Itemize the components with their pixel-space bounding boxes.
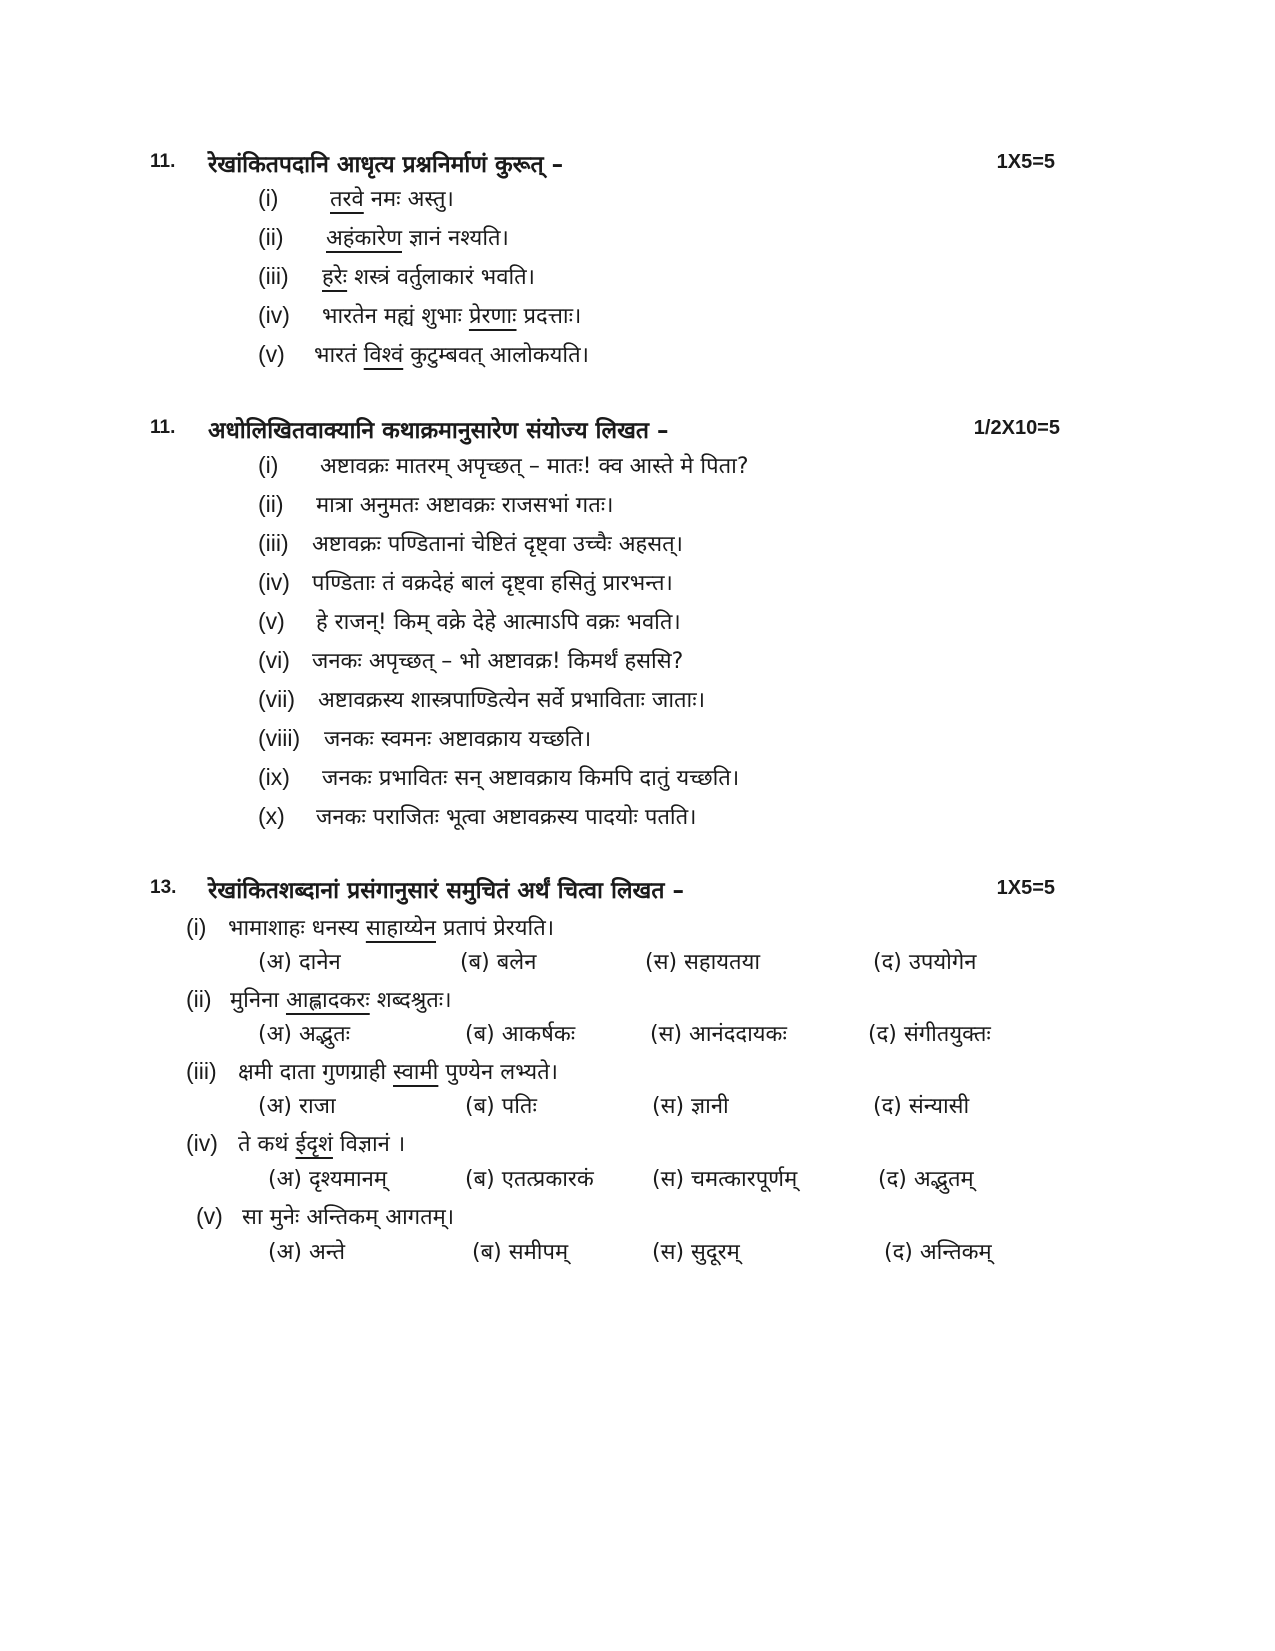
underlined-word: तरवे [330, 187, 364, 212]
item-text: जनकः अपृच्छत् – भो अष्टावक्र! किमर्थं हससि? [312, 649, 684, 674]
item-text: तरवे नमः अस्तु। [330, 187, 454, 212]
option-d: (द) अद्भुतम् [878, 1167, 974, 1192]
item-text: भारतं विश्वं कुटुम्बवत् आलोकयति। [314, 343, 590, 368]
underlined-word: अहंकारेण [326, 226, 402, 251]
item-text: हे राजन्! किम् वक्रे देहे आत्माऽपि वक्रः भवति। [316, 610, 681, 635]
item-text: पण्डिताः तं वक्रदेहं बालं दृष्ट्वा हसितुं प्रारभन्त। [312, 571, 673, 596]
option-a: (अ) अन्ते [268, 1240, 346, 1265]
item-number: (v) [258, 341, 285, 367]
underlined-word: प्रेरणाः [468, 304, 517, 329]
item-text: ते कथं ईदृशं विज्ञानं । [238, 1132, 406, 1157]
question-marks: 1/2X10=5 [973, 417, 1060, 439]
item-number: (iv) [258, 569, 290, 595]
question-number: 13. [150, 877, 177, 898]
item-text: सा मुनेः अन्तिकम् आगतम्। [242, 1205, 455, 1230]
underlined-word: स्वामी [393, 1060, 439, 1085]
option-b: (ब) पतिः [465, 1094, 537, 1119]
item-text: अष्टावक्रस्य शास्त्रपाण्डित्येन सर्वे प्रभाविताः जाताः। [318, 688, 706, 713]
option-d: (द) अन्तिकम् [884, 1240, 992, 1265]
question-13-header [150, 873, 1110, 907]
item-number: (iv) [186, 1130, 218, 1156]
item-number: (vii) [258, 686, 296, 712]
option-c: (स) आनंददायकः [650, 1022, 787, 1047]
item-number: (v) [196, 1203, 223, 1229]
item-text: हरेः शस्त्रं वर्तुलाकारं भवति। [322, 265, 536, 290]
option-c: (स) सहायतया [645, 950, 761, 975]
option-a: (अ) अद्भुतः [258, 1022, 351, 1047]
item-text: अहंकारेण ज्ञानं नश्यति। [326, 226, 509, 251]
item-number: (i) [186, 914, 207, 940]
item-number: (i) [258, 452, 279, 478]
item-number: (iii) [258, 263, 289, 289]
question-11b-header [150, 413, 1110, 447]
question-number: 11. [150, 151, 176, 172]
question-11a-header [150, 147, 1110, 181]
item-text: मात्रा अनुमतः अष्टावक्रः राजसभां गतः। [316, 493, 614, 518]
item-number: (ix) [258, 764, 290, 790]
question-marks: 1X5=5 [996, 151, 1055, 173]
item-number: (ii) [258, 491, 284, 517]
item-number: (i) [258, 185, 279, 211]
underlined-word: आह्लादकरः [285, 988, 370, 1013]
item-text: जनकः पराजितः भूत्वा अष्टावक्रस्य पादयोः पतति। [316, 805, 697, 830]
item-number: (iii) [186, 1058, 217, 1084]
item-text: अष्टावक्रः पण्डितानां चेष्टितं दृष्ट्वा उच्चैः अहसत्। [312, 532, 683, 557]
underlined-word: हरेः [322, 265, 348, 290]
item-number: (ii) [186, 986, 212, 1012]
item-number: (viii) [258, 725, 301, 751]
option-a: (अ) दृश्यमानम् [268, 1167, 387, 1192]
underlined-word: ईदृशं [295, 1132, 333, 1157]
option-a: (अ) दानेन [258, 950, 341, 975]
option-a: (अ) राजा [258, 1094, 336, 1119]
item-number: (iv) [258, 302, 290, 328]
underlined-word: साहाय्येन [365, 916, 436, 941]
item-number: (vi) [258, 647, 290, 673]
question-title: अधोलिखितवाक्यानि कथाक्रमानुसारेण संयोज्य लिखत – [208, 418, 669, 444]
underlined-word: विश्वं [363, 343, 404, 368]
question-title: रेखांकितशब्दानां प्रसंगानुसारं समुचितं अर्थं चित्वा लिखत – [208, 878, 684, 904]
item-text: क्षमी दाता गुणग्राही स्वामी पुण्येन लभ्यते। [238, 1060, 558, 1085]
item-text: भारतेन मह्यं शुभाः प्रेरणाः प्रदत्ताः। [322, 304, 582, 329]
option-b: (ब) एतत्प्रकारकं [465, 1167, 594, 1192]
question-title: रेखांकितपदानि आधृत्य प्रश्ननिर्माणं कुरूत् – [208, 152, 564, 178]
item-number: (v) [258, 608, 285, 634]
item-text: जनकः स्वमनः अष्टावक्राय यच्छति। [324, 727, 592, 752]
option-d: (द) उपयोगेन [873, 950, 977, 975]
item-text: अष्टावक्रः मातरम् अपृच्छत् – मातः! क्व आस्ते मे पिता? [320, 454, 749, 479]
item-number: (iii) [258, 530, 289, 556]
option-d: (द) संन्यासी [873, 1094, 970, 1119]
option-c: (स) ज्ञानी [652, 1094, 729, 1119]
option-b: (ब) बलेन [460, 950, 537, 975]
option-d: (द) संगीतयुक्तः [868, 1022, 991, 1047]
item-text: जनकः प्रभावितः सन् अष्टावक्राय किमपि दातुं यच्छति। [322, 766, 740, 791]
item-number: (x) [258, 803, 285, 829]
item-text: मुनिना आह्लादकरः शब्दश्रुतः। [230, 988, 452, 1013]
item-number: (ii) [258, 224, 284, 250]
option-c: (स) चमत्कारपूर्णम् [652, 1167, 798, 1192]
item-text: भामाशाहः धनस्य साहाय्येन प्रतापं प्रेरयति। [228, 916, 555, 941]
option-b: (ब) समीपम् [472, 1240, 569, 1265]
option-b: (ब) आकर्षकः [465, 1022, 576, 1047]
question-marks: 1X5=5 [996, 877, 1055, 899]
option-c: (स) सुदूरम् [652, 1240, 740, 1265]
question-number: 11. [150, 417, 176, 438]
